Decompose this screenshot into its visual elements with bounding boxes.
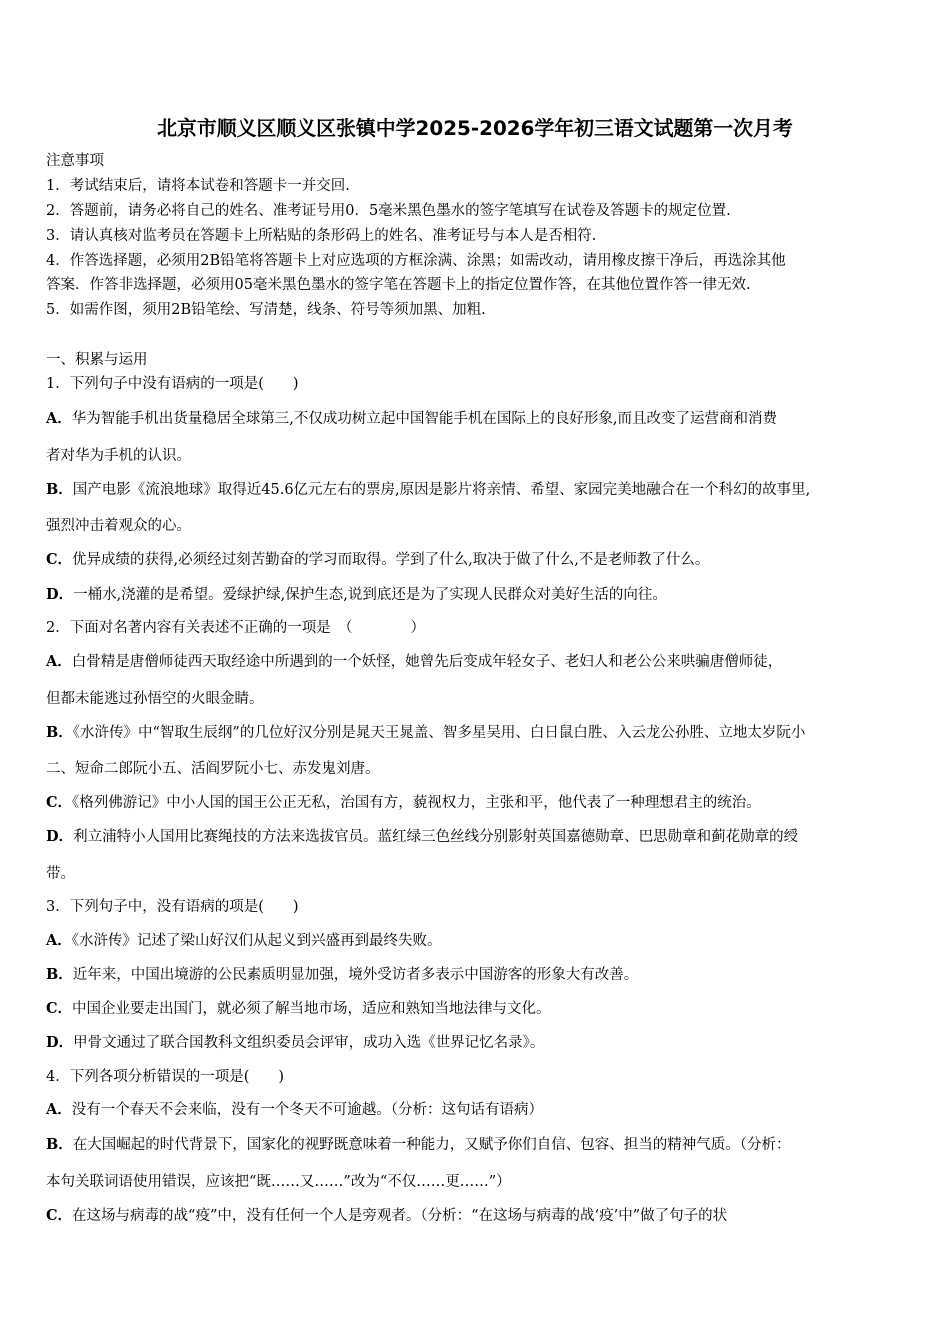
q1-option-b-cont: 强烈冲击着观众的心。: [46, 518, 191, 534]
q2-option-a: [46, 652, 782, 672]
q4-option-a-text: 没有一个春天不会来临，没有一个冬天不可逾越。（分析：这句话有语病）: [71, 1102, 544, 1118]
q3-option-c: [46, 999, 551, 1019]
option-label-b: B．: [46, 481, 73, 498]
notice-item-4: 4．作答选择题，必须用2B铅笔将答题卡上对应选项的方框涂满、涂黑；如需改动，请用橡皮擦干净后，再选涂其他: [46, 253, 786, 269]
option-label-a: A．: [46, 1101, 72, 1118]
option-label-c: C．: [46, 1000, 73, 1017]
q2-option-c-text: 《格列佛游记》中小人国的国王公正无私，治国有方，藐视权力，主张和平，他代表了一种理想君主的统治。: [72, 795, 761, 811]
q2-option-b-text: 《水浒传》中“智取生辰纲”的几位好汉分别是晁天王晁盖、智多星吴用、白日鼠白胜、入云龙公孙胜、立地太岁阮小: [72, 725, 806, 741]
q4-option-b-cont: 本句关联词语使用错误，应该把“既……又……”改为“不仅……更……”）: [46, 1174, 511, 1190]
q4-stem: 4．下列各项分析错误的一项是( ): [46, 1069, 285, 1085]
q1-option-a-text: 华为智能手机出货量稳居全球第三,不仅成功树立起中国智能手机在国际上的良好形象,而且改变了运营商和消费: [71, 411, 777, 427]
q2-option-b-cont: 二、短命二郎阮小五、活阎罗阮小七、赤发鬼刘唐。: [46, 761, 380, 777]
option-label-c: C．: [46, 794, 73, 811]
q1-option-a: [46, 409, 777, 429]
notice-item-5: 5．如需作图，须用2B铅笔绘、写清楚，线条、符号等须加黑、加粗.: [46, 302, 486, 318]
q2-option-d-text: 利立浦特小人国用比赛绳技的方法来选拔官员。蓝红绿三色丝线分别影射英国嘉德勋章、巴思勋章和蓟花勋章的绶: [73, 829, 799, 845]
notice-item-4-cont: 答案．作答非选择题，必须用05毫米黑色墨水的签字笔在答题卡上的指定位置作答，在其他位置作答一律无效.: [46, 277, 751, 293]
q2-stem: 2．下面对名著内容有关表述不正确的一项是 （ ）: [46, 620, 425, 636]
q1-option-d-text: 一桶水,浇灌的是希望。爱绿护绿,保护生态,说到底还是为了实现人民群众对美好生活的向往。: [73, 587, 667, 603]
q1-option-c-text: 优异成绩的获得,必须经过刻苦勤奋的学习而取得。学到了什么,取决于做了什么,不是老师教了什么。: [72, 552, 710, 568]
q2-option-d: [46, 827, 798, 847]
section-heading: 一、积累与运用: [46, 352, 148, 368]
q3-option-c-text: 中国企业要走出国门，就必须了解当地市场，适应和熟知当地法律与文化。: [72, 1001, 551, 1017]
q2-option-d-cont: 带。: [46, 866, 75, 882]
q3-option-a: [46, 931, 442, 951]
q3-option-d: [46, 1033, 544, 1053]
notice-item-2: 2．答题前，请务必将自己的姓名、准考证号用0．5毫米黑色墨水的签字笔填写在试卷及答题卡的规定位置.: [46, 203, 731, 219]
q2-option-a-cont: 但都未能逃过孙悟空的火眼金睛。: [46, 691, 264, 707]
option-label-d: D．: [46, 1034, 74, 1051]
q4-option-c: [46, 1206, 727, 1226]
q3-option-b-text: 近年来，中国出境游的公民素质明显加强，境外受访者多表示中国游客的形象大有改善。: [72, 967, 639, 983]
q1-option-c: [46, 550, 709, 570]
option-label-b: B．: [46, 966, 73, 983]
notice-heading: 注意事项: [46, 153, 104, 169]
option-label-a: A．: [46, 932, 72, 949]
option-label-b: B．: [46, 1136, 73, 1153]
option-label-a: A．: [46, 653, 72, 670]
q2-option-b: [46, 723, 805, 743]
q4-option-c-text: 在这场与病毒的战“疫”中，没有任何一个人是旁观者。（分析：“在这场与病毒的战‘疫’中”做了句子的状: [72, 1208, 728, 1224]
notice-item-1: 1．考试结束后，请将本试卷和答题卡一并交回.: [46, 178, 350, 194]
q1-option-b: [46, 480, 810, 500]
option-label-d: D．: [46, 586, 74, 603]
q2-option-a-text: 白骨精是唐僧师徒西天取经途中所遇到的一个妖怪，她曾先后变成年轻女子、老妇人和老公公来哄骗唐僧师徒，: [71, 654, 783, 670]
q1-option-a-cont: 者对华为手机的认识。: [46, 448, 191, 464]
q4-option-b-text: 在大国崛起的时代背景下，国家化的视野既意味着一种能力，又赋予你们自信、包容、担当的精神气质。（分析：: [72, 1137, 791, 1153]
option-label-d: D．: [46, 828, 74, 845]
option-label-c: C．: [46, 551, 73, 568]
q2-option-c: [46, 793, 761, 813]
q1-stem: 1．下列句子中没有语病的一项是( ): [46, 376, 299, 392]
q3-stem: 3．下列句子中，没有语病的项是( ): [46, 899, 299, 915]
q4-option-b: [46, 1135, 791, 1155]
q4-option-a: [46, 1100, 543, 1120]
option-label-a: A．: [46, 410, 72, 427]
option-label-b: B．: [46, 724, 73, 741]
q3-option-b: [46, 965, 638, 985]
q3-option-a-text: 《水浒传》记述了梁山好汉们从起义到兴盛再到最终失败。: [71, 933, 442, 949]
q3-option-d-text: 甲骨文通过了联合国教科文组织委员会评审，成功入选《世界记忆名录》。: [73, 1035, 545, 1051]
q1-option-d: [46, 585, 667, 605]
notice-item-3: 3．请认真核对监考员在答题卡上所粘贴的条形码上的姓名、准考证号与本人是否相符.: [46, 228, 597, 244]
page-title: 北京市顺义区顺义区张镇中学2025-2026学年初三语文试题第一次月考: [157, 117, 793, 140]
option-label-c: C．: [46, 1207, 73, 1224]
q1-option-b-text: 国产电影《流浪地球》取得近45.6亿元左右的票房,原因是影片将亲情、希望、家园完美地融合在一个科幻的故事里,: [72, 482, 811, 498]
